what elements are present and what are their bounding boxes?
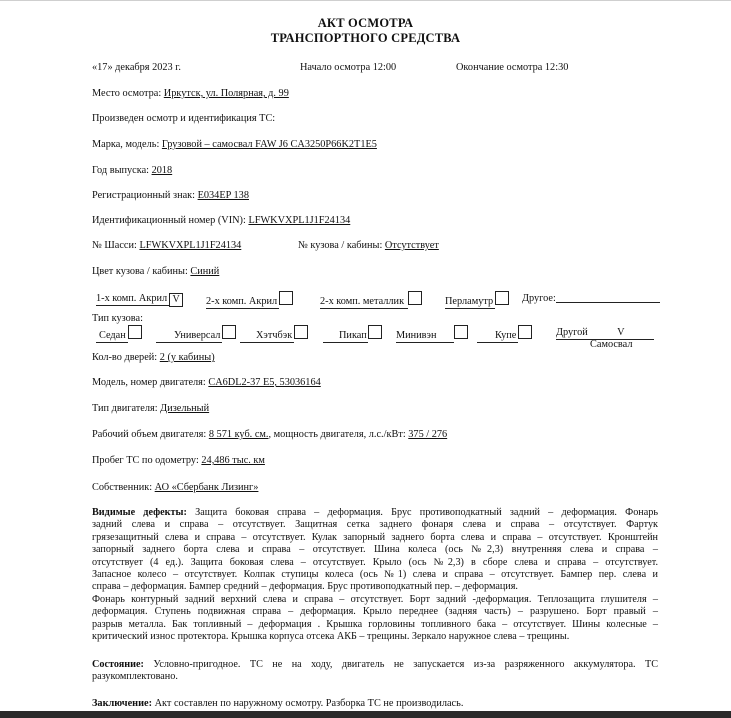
body-type-hatch: [240, 325, 308, 343]
doors-value: 2 (у кабины): [159, 352, 215, 363]
chassis-value: LFWKVXPL1J1F24134: [139, 240, 242, 251]
defects-line: Фонарь контурный задний верхний слева и справа – отсутствует. Борт задний -деформация. Теплозащита глушителя –: [92, 593, 658, 605]
body-type-minivan-label: Минивэн: [396, 330, 454, 343]
inspection-start: Начало осмотра 12:00: [300, 62, 397, 73]
body-type-other-label: Другой: [556, 327, 588, 340]
chassis-label: № Шасси:: [92, 240, 140, 251]
paint-option-3-label: 2-х комп. металлик: [320, 296, 408, 309]
body-type-universal: [156, 325, 236, 343]
defects-paragraph: [92, 507, 658, 643]
defects-line: Защита боковая справа – деформация. Брус противоподкатный задний – деформация. Фонарь: [195, 507, 658, 518]
bottom-edge-bar: [0, 711, 731, 718]
body-number-row: [298, 240, 439, 252]
owner-row: [92, 482, 258, 494]
defects-line: деформация. Ступень подвижная справа – деформация. Крыло переднее (задняя часть) – разрушено. Борт правый –: [92, 606, 658, 618]
body-type-pickup: [323, 325, 382, 343]
defects-line: грязезащитный слева и справа – отсутствует. Кулак запорный заднего борта слева и справа – отсутствует. Кронштейн: [92, 531, 658, 543]
engine-type-row: [92, 403, 209, 415]
paint-option-4-label: Перламутр: [445, 296, 495, 309]
body-type-coupe-label: Купе: [477, 330, 518, 343]
color-row: [92, 266, 219, 278]
body-type-sedan-label: Седан: [96, 330, 128, 343]
paint-option-2: [206, 291, 293, 309]
inspection-end: Окончание осмотра 12:30: [456, 62, 569, 73]
owner-value: АО «Сбербанк Лизинг»: [154, 482, 259, 493]
body-number-value: Отсутствует: [384, 240, 439, 251]
paint-option-3: [320, 291, 422, 309]
paint-option-1-checkbox[interactable]: V: [169, 293, 183, 307]
body-type-hatch-checkbox[interactable]: [294, 325, 308, 339]
top-divider: [0, 0, 731, 1]
state-label: Состояние:: [92, 659, 154, 670]
year-label: Год выпуска:: [92, 165, 152, 176]
conclusion-label: Заключение:: [92, 698, 155, 709]
engine-volume-row: [92, 429, 447, 441]
engine-power-value: 375 / 276: [408, 429, 448, 440]
place-value: Иркутск, ул. Полярная, д. 99: [163, 88, 289, 99]
chassis-row: [92, 240, 241, 252]
reg-label: Регистрационный знак:: [92, 190, 198, 201]
conclusion-row: [92, 698, 463, 710]
engine-model-label: Модель, номер двигателя:: [92, 377, 209, 388]
body-type-label: Тип кузова:: [92, 313, 143, 324]
identified-text: Произведен осмотр и идентификация ТС:: [92, 113, 276, 124]
defects-line: критический износ протектора. Крышка корпуса отсека АКБ – трещины. Зеркало наружное слева – трещины.: [92, 631, 570, 643]
defects-line: справа – деформация. Бампер средний – деформация. Брус противоподкатный пер. – деформация.: [92, 581, 518, 593]
state-paragraph: [92, 659, 658, 684]
body-type-sedan: [96, 325, 142, 343]
engine-model-row: [92, 377, 321, 389]
defects-line: отсутствует (4 ед.). Защита боковая слева – отсутствует. Крыло (ось №2,3) в сборе слева и справа – отсутствует.: [92, 556, 658, 568]
color-value: Синий: [190, 266, 220, 277]
body-type-hatch-label: Хэтчбэк: [240, 330, 294, 343]
paint-option-other: [522, 291, 660, 305]
engine-power-label: , мощность двигателя, л.с./кВт:: [268, 429, 409, 440]
body-type-pickup-label: Пикап: [323, 330, 368, 343]
engine-volume-value: 8 571 куб. см.: [208, 429, 269, 440]
defects-line: задний слева и справа – отсутствует. Защитная сетка заднего фонаря слева и справа – отсутствует. Фартук: [92, 519, 658, 531]
inspection-date: «17» декабря 2023 г.: [92, 62, 181, 73]
place-row: [92, 88, 289, 100]
year-row: [92, 165, 172, 177]
doors-row: [92, 352, 215, 364]
brand-value: Грузовой – самосвал FAW J6 CA3250P66K2T1E5: [161, 139, 377, 150]
engine-type-value: Дизельный: [160, 403, 210, 414]
body-number-label: № кузова / кабины:: [298, 240, 385, 251]
engine-type-label: Тип двигателя:: [92, 403, 161, 414]
mileage-label: Пробег ТС по одометру:: [92, 455, 202, 466]
brand-label: Марка, модель:: [92, 139, 162, 150]
vin-label: Идентификационный номер (VIN):: [92, 215, 249, 226]
engine-volume-label: Рабочий объем двигателя:: [92, 429, 209, 440]
body-type-pickup-checkbox[interactable]: [368, 325, 382, 339]
owner-label: Собственник:: [92, 482, 155, 493]
defects-line: разрыв металла. Бак топливный – деформация . Крышка горловины топливного бака – отсутствует. Шины колесные –: [92, 618, 658, 630]
paint-option-2-label: 2-х комп. Акрил: [206, 296, 279, 309]
conclusion-value: Акт составлен по наружному осмотру. Разборка ТС не производилась.: [154, 698, 464, 709]
paint-option-2-checkbox[interactable]: [279, 291, 293, 305]
paint-option-4: [445, 291, 509, 309]
defects-line: Запасное колесо – отсутствует. Колпак ступицы колеса (ось №1) слева и справа – отсутствует. Бампер пер. слева и: [92, 569, 658, 581]
mileage-value: 24,486 тыс. км: [201, 455, 265, 466]
body-type-universal-label: Универсал: [156, 330, 222, 343]
mileage-row: [92, 455, 265, 467]
defects-label: Видимые дефекты:: [92, 507, 196, 518]
body-type-universal-checkbox[interactable]: [222, 325, 236, 339]
place-label: Место осмотра:: [92, 88, 164, 99]
paint-option-3-checkbox[interactable]: [408, 291, 422, 305]
state-line: Условно-пригодное. ТС не на ходу, двигатель не запускается из-за разряженного аккумулятора. ТС: [153, 659, 658, 670]
paint-option-4-checkbox[interactable]: [495, 291, 509, 305]
color-label: Цвет кузова / кабины:: [92, 266, 191, 277]
body-type-coupe: [477, 325, 532, 343]
body-type-other-value: Самосвал: [590, 339, 633, 350]
doors-label: Кол-во дверей:: [92, 352, 160, 363]
defects-line: запорный заднего борта слева и справа – отсутствует. Шина колеса (ось №2,3) внутренняя слева и справа –: [92, 544, 658, 556]
state-line: разукомплектовано.: [92, 671, 178, 683]
brand-row: [92, 139, 377, 151]
body-type-minivan-checkbox[interactable]: [454, 325, 468, 339]
vin-value: LFWKVXPL1J1F24134: [248, 215, 351, 226]
reg-value: E034EP 138: [197, 190, 249, 201]
paint-option-1-label: 1-х комп. Акрил: [96, 293, 169, 306]
vin-row: [92, 215, 350, 227]
paint-other-blank-line[interactable]: [556, 291, 660, 303]
document-title-line-1: АКТ ОСМОТРА: [317, 16, 414, 30]
reg-row: [92, 190, 249, 202]
year-value: 2018: [151, 165, 173, 176]
body-type-other-mark[interactable]: V: [588, 327, 654, 340]
paint-option-other-label: Другое:: [522, 293, 556, 304]
document-title-line-2: ТРАНСПОРТНОГО СРЕДСТВА: [270, 31, 461, 45]
paint-option-1: [96, 291, 183, 307]
body-type-coupe-checkbox[interactable]: [518, 325, 532, 339]
engine-model-value: CA6DL2-37 E5, 53036164: [208, 377, 321, 388]
body-type-minivan: [396, 325, 468, 343]
body-type-sedan-checkbox[interactable]: [128, 325, 142, 339]
